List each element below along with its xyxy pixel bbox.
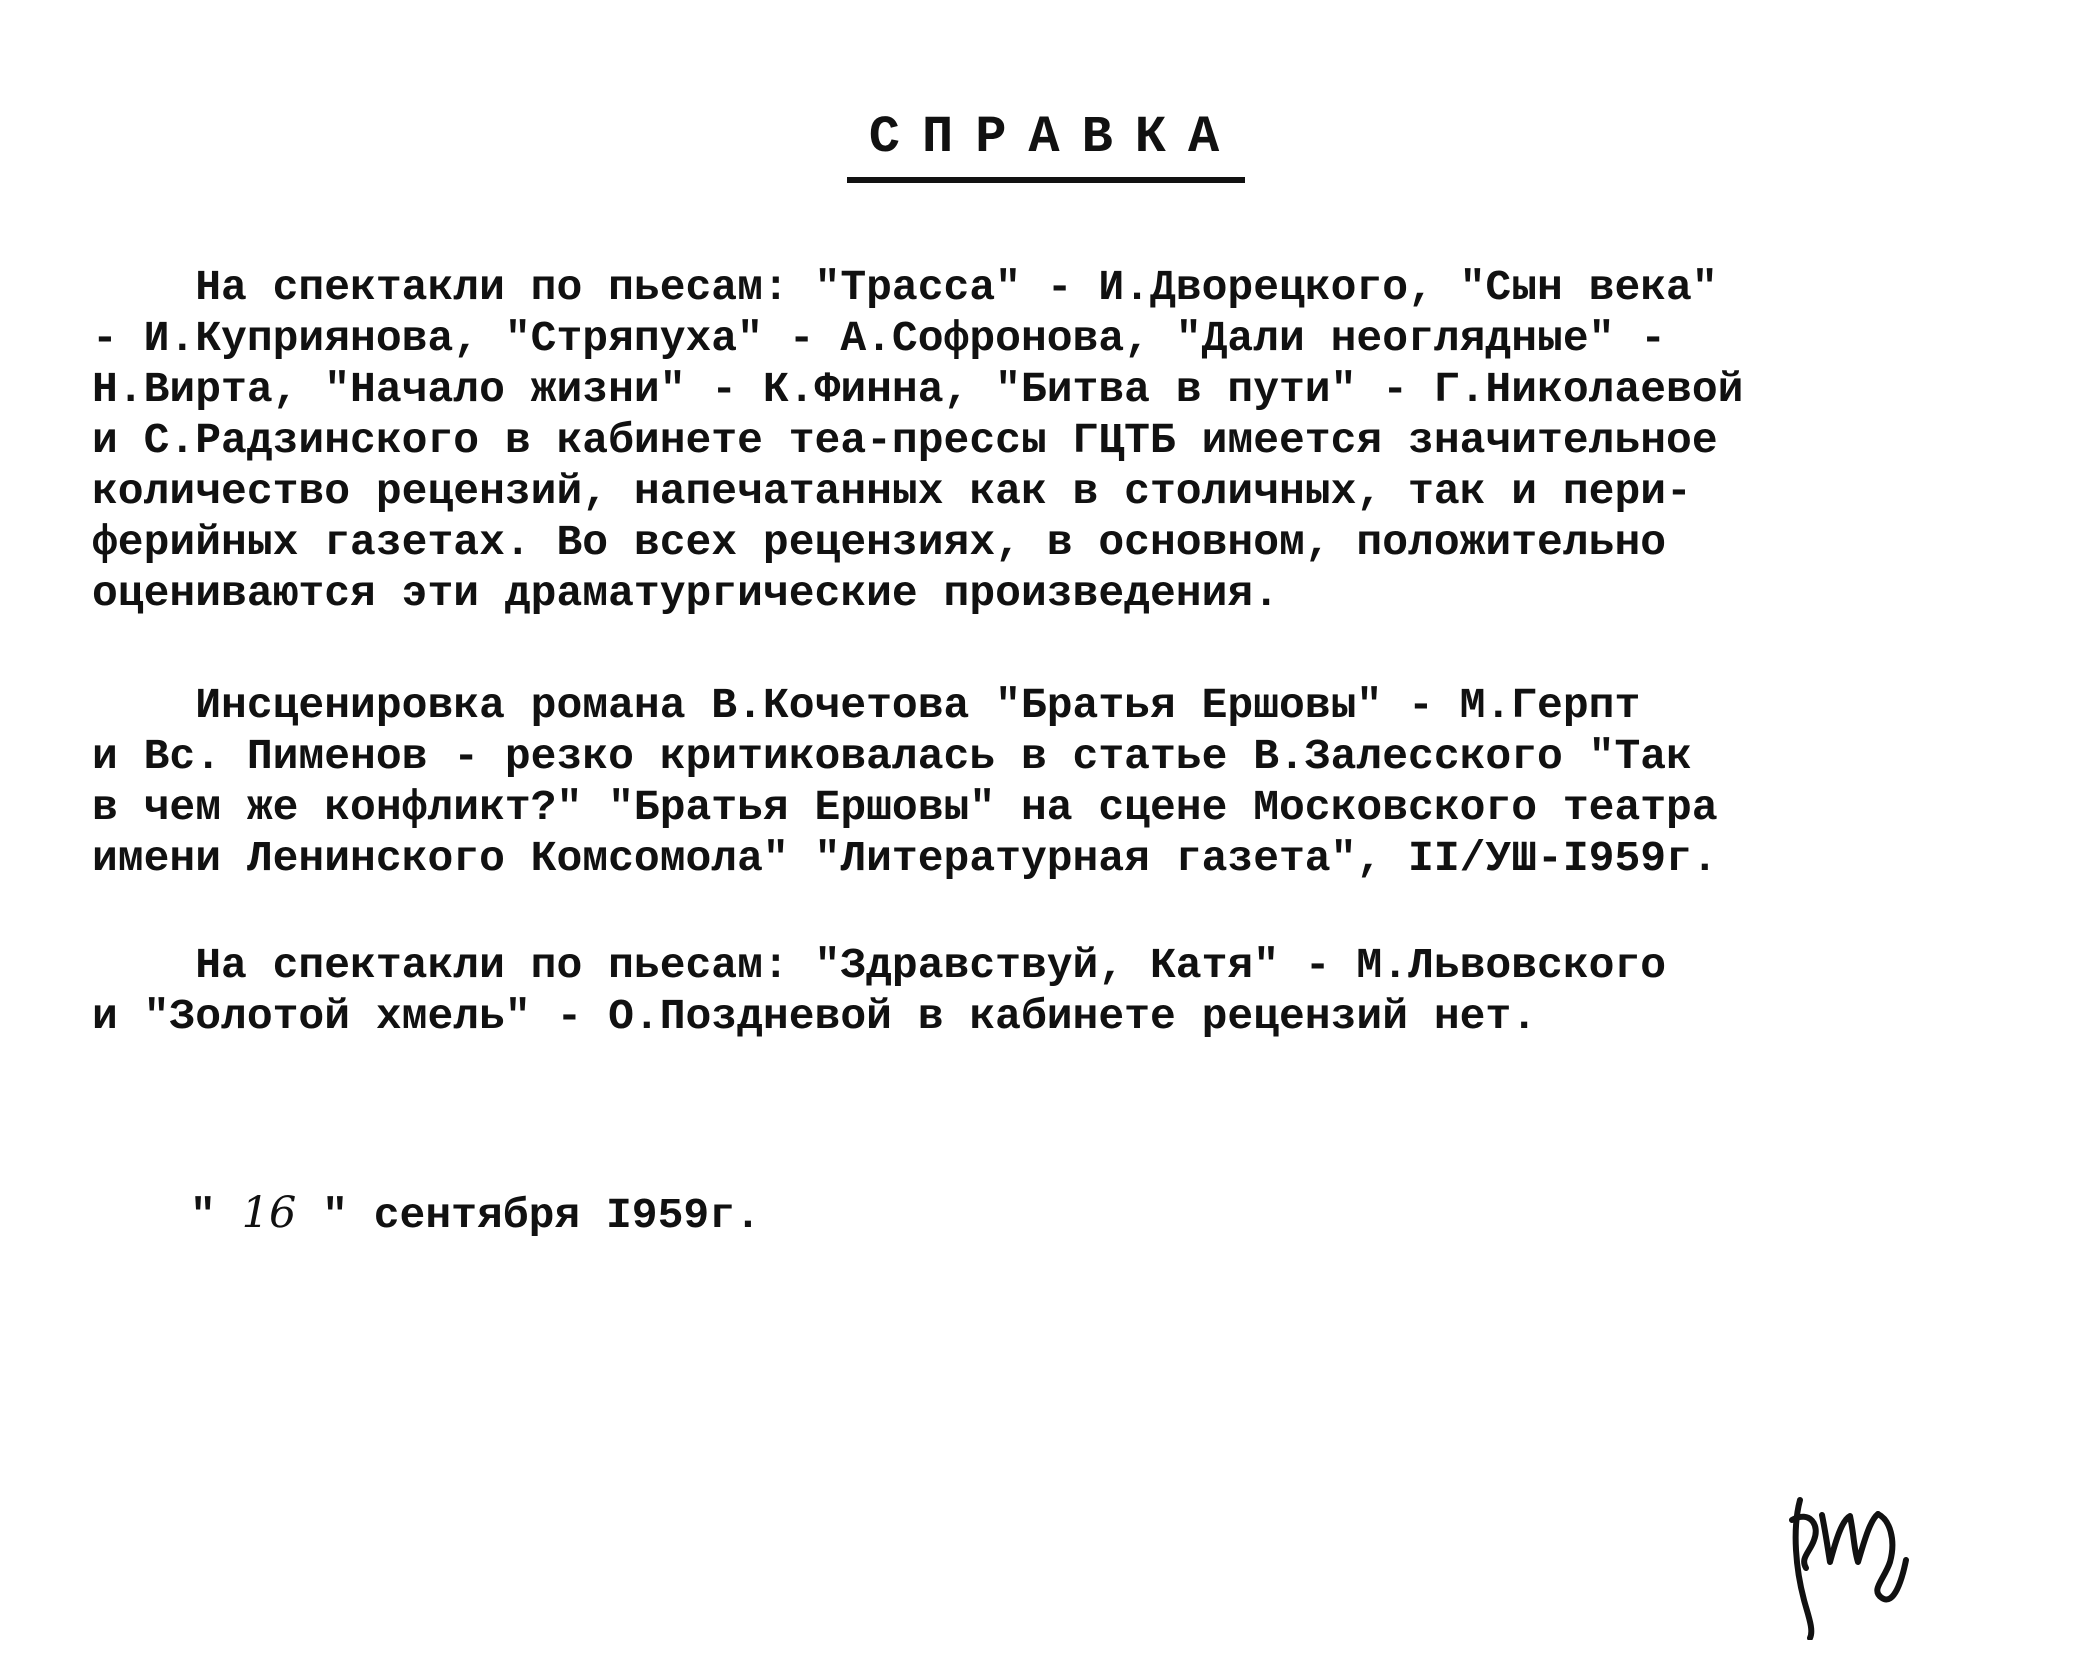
date-month-year: сентября I959г. bbox=[347, 1191, 761, 1240]
paragraph-1 bbox=[92, 262, 2052, 619]
paragraph-3-line: и "Золотой хмель" - О.Поздневой в кабинете рецензий нет. bbox=[92, 992, 1538, 1041]
document-title bbox=[0, 108, 2092, 183]
paragraph-1-line: и С.Радзинского в кабинете теа-прессы ГЦТБ имеется значительное bbox=[92, 416, 1718, 465]
paragraph-2-line: Инсценировка романа В.Кочетова "Братья Ершовы" - М.Герпт bbox=[92, 681, 1641, 730]
paragraph-3-line: На спектакли по пьесам: "Здравствуй, Катя" - М.Львовского bbox=[92, 941, 1667, 990]
handwritten-signature bbox=[1770, 1480, 1930, 1640]
paragraph-1-line: оцениваются эти драматургические произведения. bbox=[92, 569, 1279, 618]
paragraph-1-line: На спектакли по пьесам: "Трасса" - И.Дворецкого, "Сын века" bbox=[92, 263, 1718, 312]
paragraph-2-line: имени Ленинского Комсомола" "Литературная газета", II/УШ-I959г. bbox=[92, 834, 1718, 883]
date-day-handwritten: 16 bbox=[241, 1188, 297, 1238]
date-open-quote: " bbox=[190, 1191, 242, 1240]
paragraph-2-line: в чем же конфликт?" "Братья Ершовы" на сцене Московского театра bbox=[92, 783, 1718, 832]
paragraph-3 bbox=[92, 940, 2052, 1042]
paragraph-1-line: Н.Вирта, "Начало жизни" - К.Финна, "Битва в пути" - Г.Николаевой bbox=[92, 365, 1744, 414]
document-date bbox=[190, 1188, 761, 1240]
date-close-quote: " bbox=[296, 1191, 348, 1240]
paragraph-1-line: - И.Куприянова, "Стряпуха" - А.Софронова, "Дали неоглядные" - bbox=[92, 314, 1667, 363]
paragraph-1-line: ферийных газетах. Во всех рецензиях, в основном, положительно bbox=[92, 518, 1667, 567]
paragraph-2 bbox=[92, 680, 2052, 884]
title-text: СПРАВКА bbox=[847, 108, 1245, 183]
paragraph-2-line: и Вс. Пименов - резко критиковалась в статье В.Залесского "Так bbox=[92, 732, 1692, 781]
paragraph-1-line: количество рецензий, напечатанных как в столичных, так и пери- bbox=[92, 467, 1692, 516]
